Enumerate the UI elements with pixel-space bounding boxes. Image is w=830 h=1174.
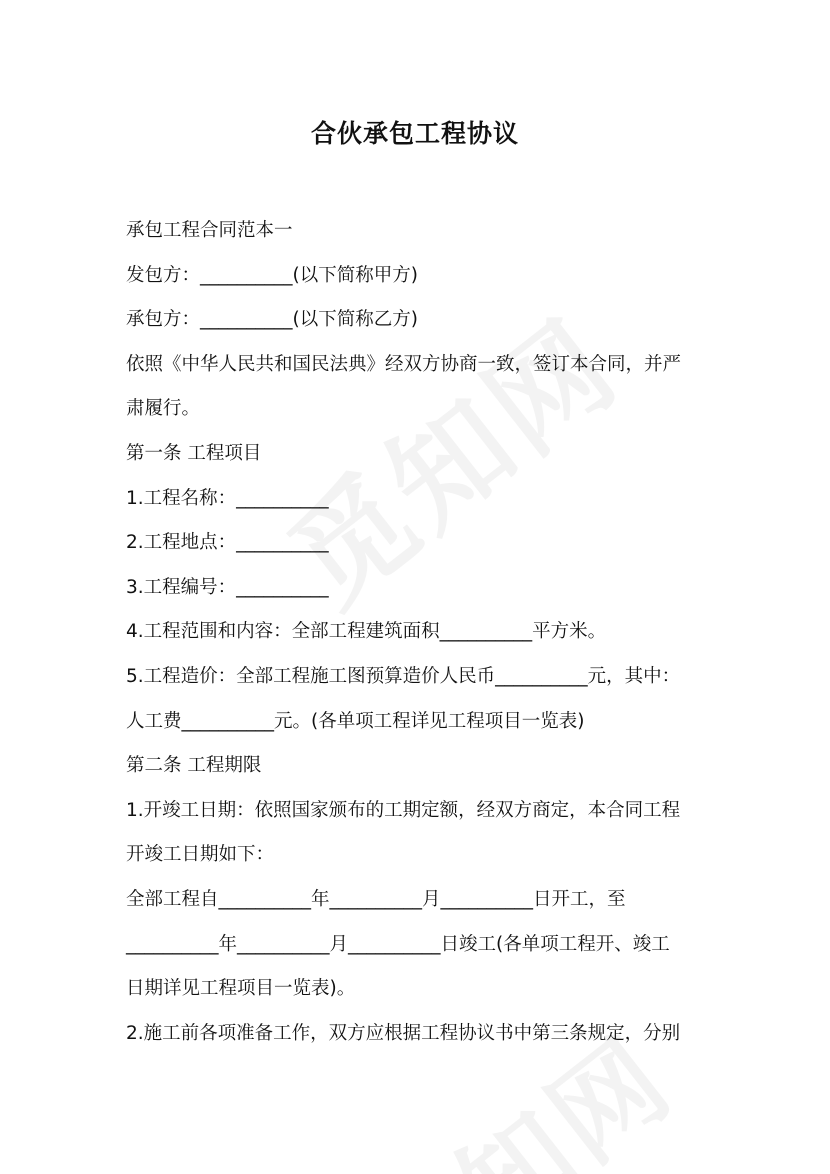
text-line: 人工费__________元。(各单项工程详见工程项目一览表) <box>126 710 585 732</box>
text-line: 开竣工日期如下： <box>126 844 275 866</box>
text-line: 肃履行。 <box>126 398 201 420</box>
text-line: 发包方：__________(以下简称甲方) <box>126 264 418 286</box>
text-line: 全部工程自__________年__________月__________日开工，至 <box>126 888 626 910</box>
text-line: 日期详见工程项目一览表)。 <box>126 978 356 1000</box>
text-line: 3.工程编号：__________ <box>126 576 329 598</box>
text-line: 1.开竣工日期：依照国家颁布的工期定额，经双方商定，本合同工程 <box>126 799 681 821</box>
text-line: 2.工程地点：__________ <box>126 532 329 554</box>
section-heading: 第一条 工程项目 <box>126 442 262 464</box>
text-line: 5.工程造价：全部工程施工图预算造价人民币__________元，其中： <box>126 665 681 687</box>
text-line: 1.工程名称：__________ <box>126 487 329 509</box>
text-line: 依照《中华人民共和国民法典》经双方协商一致，签订本合同，并严 <box>126 353 682 375</box>
document-title: 合伙承包工程协议 <box>310 119 519 148</box>
document-body <box>126 209 716 1056</box>
section-heading: 第二条 工程期限 <box>126 755 262 777</box>
text-line: 4.工程范围和内容：全部工程建筑面积__________平方米。 <box>126 621 607 643</box>
text-line: __________年__________月__________日竣工(各单项工程开、竣工 <box>126 933 670 955</box>
text-line: 承包工程合同范本一 <box>126 220 293 241</box>
text-line: 承包方：__________(以下简称乙方) <box>126 309 418 331</box>
text-line: 2.施工前各项准备工作，双方应根据工程协议书中第三条规定，分别 <box>126 1022 681 1044</box>
